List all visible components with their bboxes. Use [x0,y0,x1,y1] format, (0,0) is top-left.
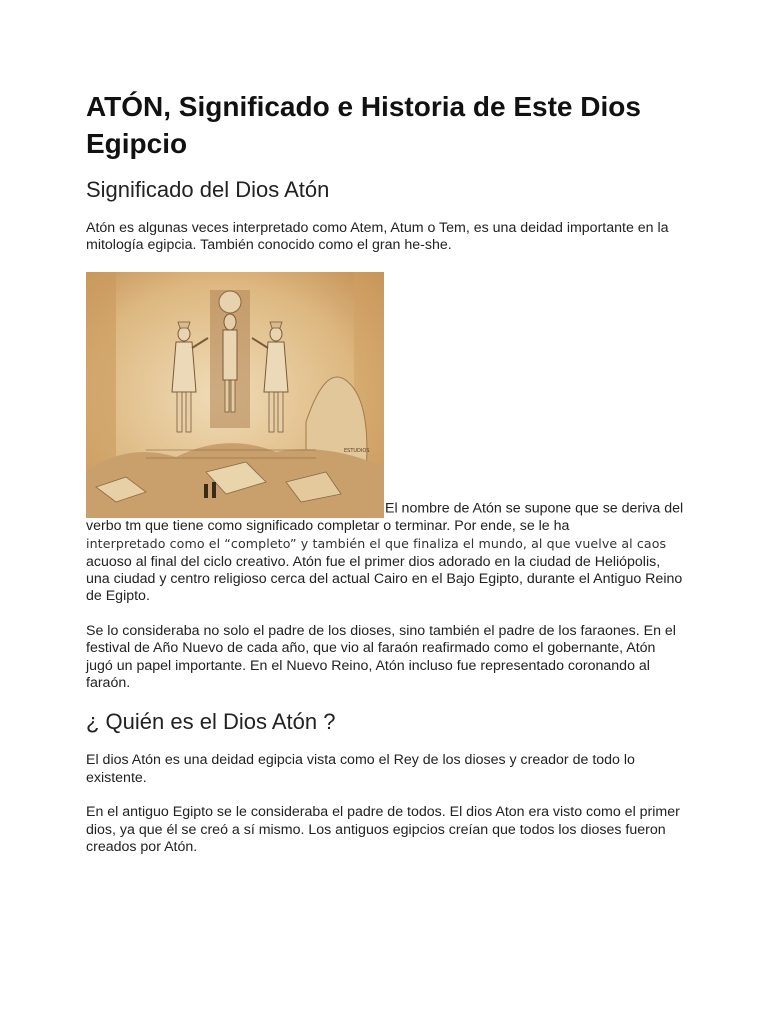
section-heading-meaning: Significado del Dios Atón [86,177,330,202]
egyptian-relief-image [86,272,384,518]
document-content [86,88,686,857]
king-paragraph: El dios Atón es una deidad egipcia vista como el Rey de los dioses y creador de todo lo existente. [86,752,635,786]
intro-paragraph: Atón es algunas veces interpretado como Atem, Atum o Tem, es una deidad importante en la mitología egipcia. También conocido como el gran he-she. [86,220,669,254]
figure-paragraph [86,272,686,606]
mixed-font-line: interpretado como el “completo” y también el que finaliza el mundo, al que vuelve al caos [86,536,667,552]
pharaoh-paragraph: Se lo consideraba no solo el padre de los dioses, sino también el padre de los faraones. En el festival de Año Nuevo de cada año, que vio al faraón reafirmado como el gobernante, Atón jugó un papel importante. En el Nuevo Reino, Atón incluso fue representado coronando al faraón. [86,622,676,692]
section-heading-who: ¿ Quién es el Dios Atón ? [86,709,336,735]
page-title: ATÓN, Significado e Historia de Este Dios Egipcio [86,91,641,159]
father-paragraph: En el antiguo Egipto se le consideraba el padre de todos. El dios Aton era visto como el primer dios, ya que él se creó a sí mismo. Los antiguos egipcios creían que todos los dioses fueron creados por Atón. [86,804,680,856]
image-watermark-text: ESTUDIOS [344,447,370,454]
after-image-text: El nombre de Atón se supone que se deriva del verbo tm que tiene como significado completar o terminar. Por ende, se le ha [86,500,684,534]
after-mixed-text: acuoso al final del ciclo creativo. Atón fue el primer dios adorado en la ciudad de Heliópolis, una ciudad y centro religioso cerca del actual Cairo en el Bajo Egipto, durante el Antiguo Reino de Egipto. [86,553,683,605]
